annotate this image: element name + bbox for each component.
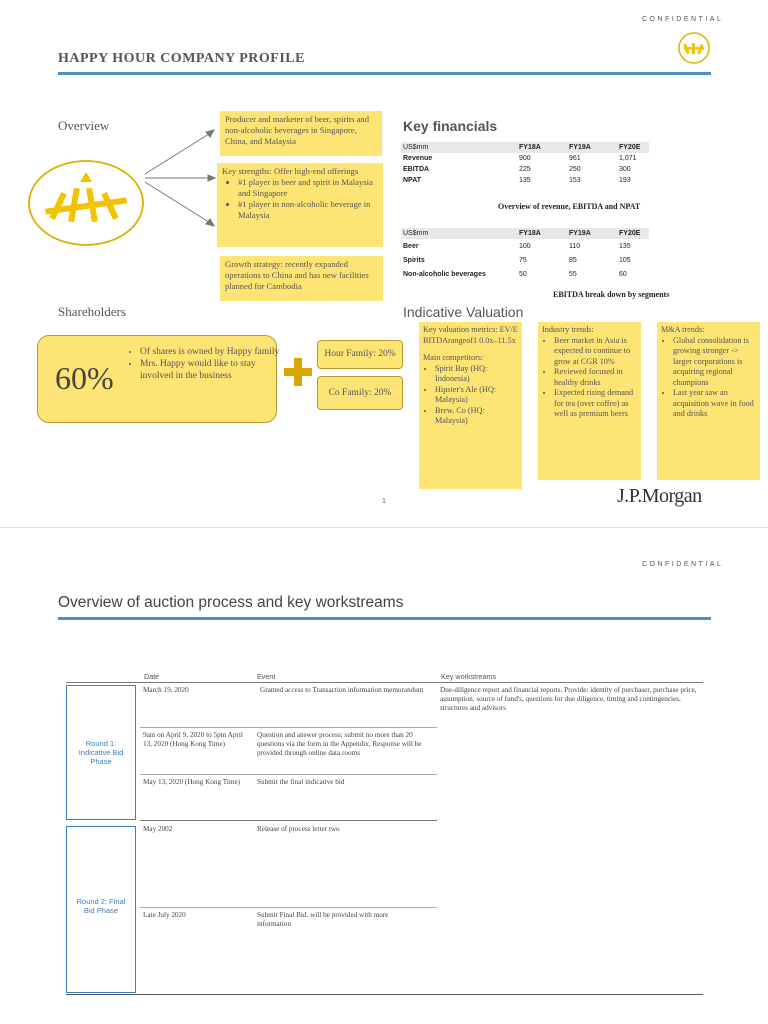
producer-text: Producer and marketer of beer, spirits and non-alcoholic beverages in Singapore, China, and Malaysia xyxy=(225,114,370,146)
ownership-percent: 60% xyxy=(55,360,114,396)
competitors-title: Main competitors: xyxy=(423,353,484,362)
cell: 135 xyxy=(619,242,631,250)
strength-item: • #1 player in beer and spirit in Malaysia and Singapore xyxy=(238,177,378,199)
event-cell: Question and answer process: submit no more than 20 questions via the form in the Appendix. Response will be provided through online data rooms xyxy=(257,731,422,757)
shareholders-heading: Shareholders xyxy=(58,304,126,319)
cell: 50 xyxy=(519,270,527,278)
header-rule xyxy=(66,682,703,683)
cell: 961 xyxy=(569,155,581,162)
date-cell: 9am on April 9, 2020 to 5pm April 13, 2020 (Hong Kong Time) xyxy=(143,731,243,748)
ma-trends-title: M&A trends: xyxy=(661,325,705,334)
key-financials-heading: Key financials xyxy=(403,118,498,134)
table-bottom-rule xyxy=(66,994,703,995)
table-row xyxy=(401,153,649,164)
table-row xyxy=(401,253,649,267)
row-label: EBITDA xyxy=(403,166,430,173)
col-header-date: Date xyxy=(144,672,160,681)
strengths-box xyxy=(217,163,383,247)
shareholder-bullet: • Of shares is owned by Happy family xyxy=(140,346,280,358)
industry-trend-item: • Beer market in Asia is expected to continue to grow at CGR 10% xyxy=(554,336,637,368)
table-row xyxy=(401,175,649,186)
row-label: Non-alcoholic beverages xyxy=(403,270,486,278)
row-rule xyxy=(140,820,437,821)
date-cell: May 2002 xyxy=(143,825,173,833)
round-2-box xyxy=(66,826,136,993)
co-family-box: Co Family: 20% xyxy=(317,376,403,410)
cell: 193 xyxy=(619,177,631,184)
cell: 100 xyxy=(519,242,531,250)
event-cell: Granted access to Transaction information memorandum xyxy=(260,686,424,694)
header-cell: FY19A xyxy=(567,228,617,239)
strength-item: • #1 player in non-alcoholic beverage in Malaysia xyxy=(238,199,378,221)
cell: 85 xyxy=(569,256,577,264)
col-header-event: Event xyxy=(257,672,276,681)
financials-caption: Overview of revenue, EBITDA and NPAT xyxy=(498,202,641,211)
header-cell: FY18A xyxy=(517,228,567,239)
event-cell: Release of process letter two xyxy=(257,825,340,833)
overview-heading: Overview xyxy=(58,118,110,133)
jpmorgan-logo: J.P.Morgan xyxy=(617,485,702,507)
cell: 55 xyxy=(569,270,577,278)
competitor-item: • Spirit Bay (HQ: Indonesia) xyxy=(435,364,518,385)
cell: 60 xyxy=(619,270,627,278)
cell: 1,071 xyxy=(619,155,637,162)
header-cell: US$mm xyxy=(401,142,517,153)
date-cell: Late July 2020 xyxy=(143,911,186,919)
plus-icon xyxy=(283,357,313,387)
company-logo xyxy=(27,158,145,248)
valuation-metrics: Key valuation metrics: EV/EBITDArangeof1 0.0x–11.5x xyxy=(423,325,518,345)
confidential-label: CONFIDENTIAL xyxy=(642,16,724,23)
cell: 110 xyxy=(569,242,581,250)
round-1-box xyxy=(66,685,136,820)
valuation-metrics-box xyxy=(419,322,522,489)
page-title: HAPPY HOUR COMPANY PROFILE xyxy=(58,51,305,66)
producer-box xyxy=(220,111,382,156)
growth-box xyxy=(220,256,383,301)
event-cell: Submit Final Bid. will be provided with more information xyxy=(257,911,389,928)
title-rule xyxy=(58,72,711,75)
header-cell: FY20E xyxy=(617,142,649,153)
round-2-label: Round 2: Final Bid Phase xyxy=(76,897,126,915)
header-cell: FY19A xyxy=(567,142,617,153)
header-cell: FY20E xyxy=(617,228,649,239)
table-row xyxy=(401,267,649,281)
row-rule xyxy=(140,907,437,908)
cell: 135 xyxy=(519,177,531,184)
segments-caption: EBITDA break down by segments xyxy=(553,290,670,299)
shareholder-bullet: • Mrs. Happy would like to stay involved in the business xyxy=(140,358,280,382)
row-label: Revenue xyxy=(403,155,433,162)
financials-table xyxy=(401,142,649,186)
competitor-item: • Hipster's Ale (HQ: Malaysia) xyxy=(435,385,518,406)
page-number: 1 xyxy=(382,498,386,505)
strengths-title: Key strengths: Offer high-end offerings xyxy=(222,166,359,176)
competitor-item: • Brew. Co (HQ: Malaysia) xyxy=(435,406,518,427)
title-rule xyxy=(58,617,711,620)
cell: 900 xyxy=(519,155,531,162)
row-label: NPAT xyxy=(403,177,422,184)
ma-trend-item: • Last year saw an acquisition wave in food and drinks xyxy=(673,388,756,420)
col-header-workstreams: Key workstreams xyxy=(441,672,497,681)
date-cell: May 13, 2020 (Hong Kong Time) xyxy=(143,778,241,786)
table-row xyxy=(401,239,649,253)
page-title: Overview of auction process and key workstreams xyxy=(58,594,404,611)
ma-trends-box xyxy=(657,322,760,480)
overview-arrows xyxy=(140,120,220,240)
company-logo-small xyxy=(677,31,711,65)
growth-text: Growth strategy: recently expanded operations to China and has new facilities planned for Cambodia xyxy=(225,259,369,291)
header-cell: US$mm xyxy=(401,228,517,239)
confidential-label: CONFIDENTIAL xyxy=(642,561,724,568)
segments-table xyxy=(401,228,649,281)
row-label: Spirits xyxy=(403,256,425,264)
table-row xyxy=(401,164,649,175)
event-cell: Submit the final indicative bid xyxy=(257,778,345,786)
header-cell: FY18A xyxy=(517,142,567,153)
round-1-label: Round 1: Indicative Bid Phase xyxy=(78,739,124,766)
cell: 153 xyxy=(569,177,581,184)
shareholders-box xyxy=(37,335,280,423)
workstreams-cell: Due-diligence report and financial reports. Provide: identity of purchaser, purchase price, assumption, source of fund's, questions for due diligence, timing and contingencies, structures and advisors xyxy=(440,686,697,712)
industry-trend-item: • Expected rising demand for tea (over coffee) as well as premium beers xyxy=(554,388,637,420)
cell: 250 xyxy=(569,166,581,173)
industry-trends-box xyxy=(538,322,641,480)
industry-trend-item: • Reviewed focused in healthy drinks xyxy=(554,367,637,388)
row-label: Beer xyxy=(403,242,419,250)
ma-trend-item: • Global consolidation is growing stronger -> larger corporations is acquiring regional champions xyxy=(673,336,756,389)
valuation-heading: Indicative Valuation xyxy=(403,304,524,320)
cell: 300 xyxy=(619,166,631,173)
date-cell: March 19, 2020 xyxy=(143,686,189,694)
cell: 105 xyxy=(619,256,631,264)
industry-trends-title: Industry trends: xyxy=(542,325,594,334)
hour-family-box: Hour Family: 20% xyxy=(317,340,403,369)
cell: 75 xyxy=(519,256,527,264)
row-rule xyxy=(140,774,437,775)
page-divider xyxy=(0,527,768,528)
cell: 225 xyxy=(519,166,531,173)
row-rule xyxy=(140,727,437,728)
